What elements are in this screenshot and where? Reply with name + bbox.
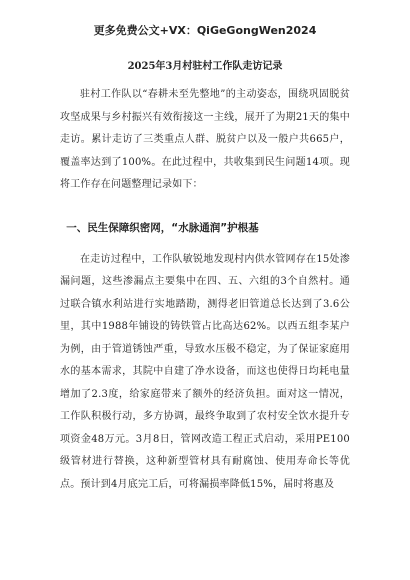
document-title: 2025年3月村驻村工作队走访记录 [127, 61, 283, 72]
section-body-paragraph: 在走访过程中，工作队敏锐地发现村内供水管网存在15处渗漏问题，这些渗漏点主要集中在四、五、六组的3个自然村。通过联合镇水利站进行实地踏勘，测得老旧管道总长达到了3.6公里，其中1988年铺设的铸铁管占比高达62%。以西五组李某户为例，由于管道锈蚀严重，导致水压极不稳定，为了保证家庭用水的基本需求，其院中自建了净水设备，而这也使得日均耗电量增加了2.3度，给家庭带来了额外的经济负担。面对这一情况，工作队积极行动，多方协调，最终争取到了农村安全饮水提升专项资金48万元。3月8日，管网改造工程正式启动，采用PE100级管材进行替换，这种新型管材具有耐腐蚀、使用寿命长等优点。预计到4月底完工后，可将漏损率降低15%，届时将惠及 [60, 253, 350, 490]
promo-header: 更多免费公文+VX：QiGeGongWen2024 [93, 24, 317, 37]
section-heading: 一、民生保障织密网，“水脉通润”护根基 [66, 221, 259, 234]
intro-paragraph: 驻村工作队以“春耕未至先整地”的主动姿态，围绕巩固脱贫攻坚成果与乡村振兴有效衔接这一主线，展开了为期21天的集中走访。累计走访了三类重点人群、脱贫户以及一般户共665户，覆盖率达到了100%。在此过程中，共收集到民生问题14项。现将工作存在问题整理记录如下： [60, 89, 350, 190]
